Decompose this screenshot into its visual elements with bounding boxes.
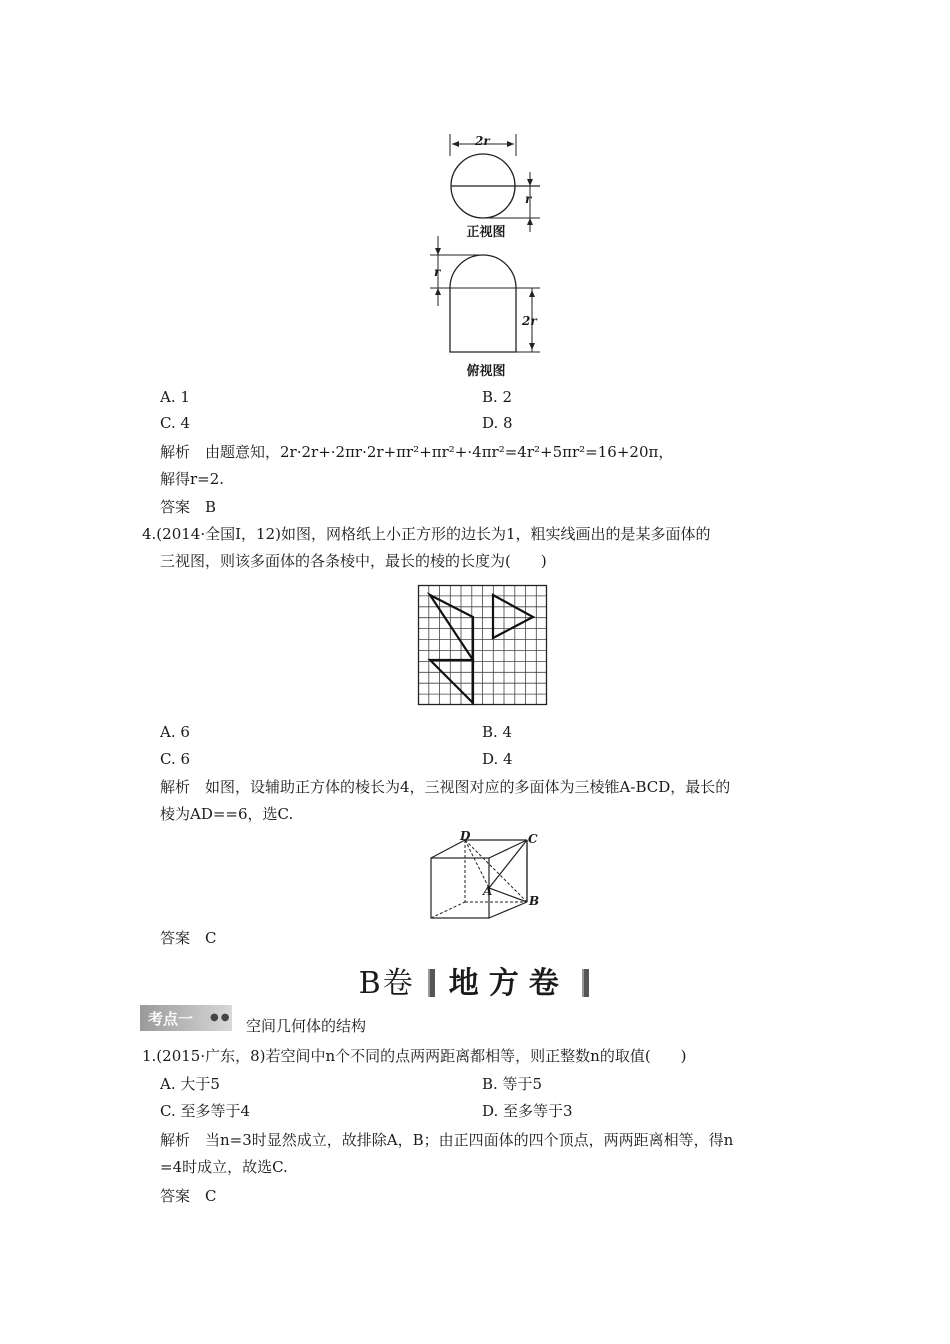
- cube-label-c: C: [528, 832, 538, 846]
- q4-answer: 答案 C: [160, 929, 217, 947]
- kaodian-dots: ●●: [210, 1012, 232, 1023]
- dim-2r-top: 2r: [475, 134, 490, 148]
- front-view-figure: [0, 0, 950, 400]
- q1b-option-d: D. 至多等于3: [482, 1102, 573, 1120]
- dim-r-top: r: [434, 265, 441, 279]
- grid-view-triangle-2: [493, 595, 533, 638]
- front-view-caption: 正视图: [466, 225, 506, 240]
- dim-r-front: r: [525, 192, 532, 206]
- q4-option-b: B. 4: [482, 723, 513, 741]
- grid-lines: [418, 585, 547, 705]
- q4-solution-line2: 棱为AD==6，选C.: [160, 805, 294, 823]
- section-prefix: B卷: [358, 966, 415, 1001]
- q1b-solution-line2: =4时成立，故选C.: [160, 1158, 288, 1176]
- kaodian-label: 考点一: [148, 1010, 194, 1028]
- top-view-caption: 俯视图: [466, 364, 506, 379]
- q4-option-c: C. 6: [160, 750, 191, 768]
- q3-option-d: D. 8: [482, 414, 513, 432]
- q1b-stem: 1.(2015·广东，8)若空间中n个不同的点两两距离都相等，则正整数n的取值( ): [142, 1047, 687, 1065]
- q4-solution-line1: 解析 如图，设辅助正方体的棱长为4，三视图对应的多面体为三棱锥A-BCD，最长的: [160, 778, 731, 796]
- q3-option-a: A. 1: [160, 388, 190, 406]
- q4-option-a: A. 6: [160, 723, 190, 741]
- section-title-text: 地方卷: [448, 966, 569, 1001]
- q3-solution-line2: 解得r=2.: [160, 470, 225, 488]
- dim-2r-side: 2r: [522, 314, 537, 328]
- q3-option-c: C. 4: [160, 414, 191, 432]
- q1b-solution-line1: 解析 当n=3时显然成立，故排除A，B；由正四面体的四个顶点，两两距离相等，得n: [160, 1131, 734, 1149]
- q3-solution-line1: 解析 由题意知，2r·2r+·2πr·2r+πr²+πr²+·4πr²=4r²+5πr²=16+20π，: [160, 443, 674, 461]
- section-divider-end: [582, 969, 589, 997]
- q1b-option-c: C. 至多等于4: [160, 1102, 251, 1120]
- q3-answer: 答案 B: [160, 498, 217, 516]
- q4-stem-line1: 4.(2014·全国Ⅰ，12)如图，网格纸上小正方形的边长为1，粗实线画出的是某多面体的: [142, 525, 711, 543]
- q1b-option-b: B. 等于5: [482, 1075, 543, 1093]
- cube-label-a: A: [483, 884, 493, 898]
- q4-stem-line2: 三视图，则该多面体的各条棱中，最长的棱的长度为( ): [160, 552, 547, 570]
- q3-option-b: B. 2: [482, 388, 513, 406]
- cube-label-b: B: [529, 894, 540, 908]
- three-view-grid-figure: [418, 585, 548, 706]
- q4-option-d: D. 4: [482, 750, 513, 768]
- q1b-option-a: A. 大于5: [160, 1075, 220, 1093]
- grid-view-triangle-3: [430, 660, 473, 703]
- cube-figure: [425, 830, 545, 925]
- section-divider: [428, 969, 435, 997]
- kaodian-title: 空间几何体的结构: [246, 1017, 367, 1035]
- section-title: [0, 958, 950, 1002]
- q1b-answer: 答案 C: [160, 1187, 217, 1205]
- cube-label-d: D: [460, 829, 471, 843]
- kaodian-badge: [140, 1005, 232, 1031]
